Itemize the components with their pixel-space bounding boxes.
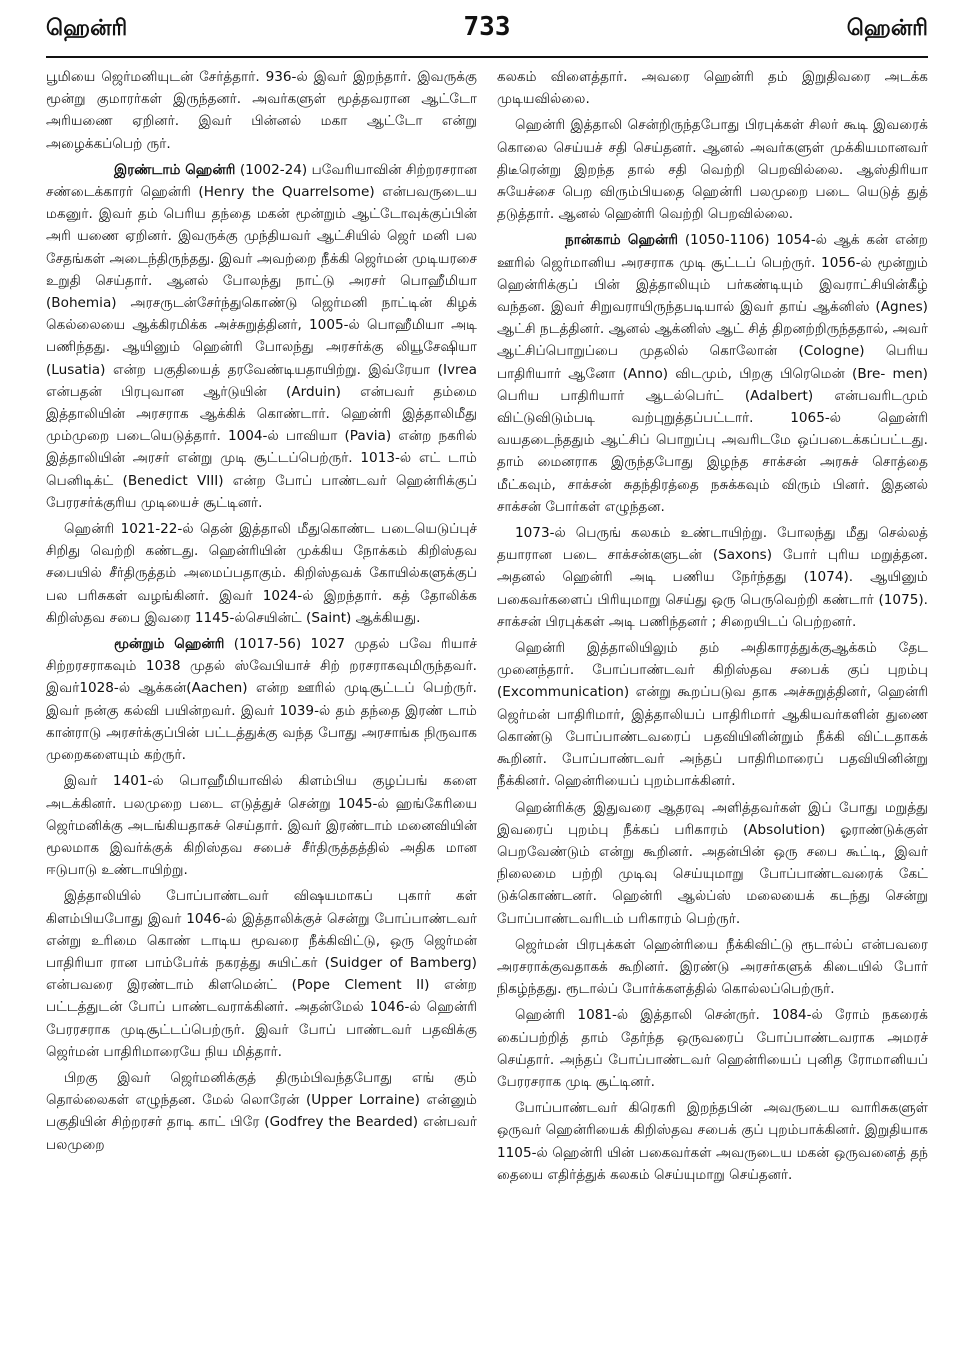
- left-column: [46, 66, 477, 1356]
- right-paragraph: [497, 522, 928, 633]
- paragraph-text: ஹென்ரி இத்தாலியிலும் தம் அதிகாரத்துக்குஆக்கம் தேட முனைந்தார். போப்பாண்டவர் கிறிஸ்தவ சபைக் குப் புறம்பு (Excommunication) என்று கூறப்படுவ தாக அச்சுறுத்தினர், ஹென்ரி ஜெர்மன் பாதிரிமார், இத்தாலியப் பாதிரிமார் ஆகியவர்களின் துணை கொண்டு போப்பாண்டவரைப் பதவியினின்றும் நீக்கி விட்டதாகக் கூறினர். போப்பாண்டவர் அந்தப் பாதிரிமாரைப் பதவியினின்று நீக்கினர். ஹென்ரியைப் புறம்பாக்கினர்.: [497, 640, 928, 790]
- paragraph-text: ஹென்ரி இத்தாலி சென்றிருந்தபோது பிரபுக்கள் சிலர் கூடி இவரைக் கொலை செய்யச் சதி செய்தனர். ஆனல் அவர்களுள் முக்கியமானவர் திடீரென்று இறந்த தால் சதி வெற்றி பெறவில்லை. ஆஸ்திரியா சுயேச்சை பெற விரும்பியதை ஹென்ரி பலமுறை படை யெடுத் துத் தடுத்தார். ஆனல் ஹென்ரி வெற்றி பெறவில்லை.: [497, 117, 928, 223]
- paragraph-text: (1017-56) 1027 முதல் பவே ரியாச் சிற்றரசராகவும் 1038 முதல் ஸ்வேபியாச் சிற் றரசராகவுமிருந்தவர். இவர்1028-ல் ஆக்கன்(Aachen) என்ற ஊரில் முடிசூட்டப் பெற்ருர். இவர் நன்கு கல்வி பயின்றவர். இவர் 1039-ல் தம் தந்தை இரண் டாம் கான்ராடு அரசர்க்குப்பின் பட்டத்துக்கு வந்த போது அரசாங்க நிருவாக முறைகளையும் கற்ருர்.: [46, 636, 477, 764]
- right-paragraph: [497, 229, 928, 518]
- paragraph-text: இத்தாலியில் போப்பாண்டவர் விஷயமாகப் புகார் கள் கிளம்பியபோது இவர் 1046-ல் இத்தாலிக்குச் சென்று போப்பாண்டவர் என்று உரிமை கொண் டாடிய மூவரை நீக்கிவிட்டு, ஒரு ஜெர்மன் பாதிரியா ரான பாம்பேர்க் நகரத்து சுயிட்கர் (Suidger of Bamberg) என்பவரை இரண்டாம் கிளமென்ட் (Pope Clement II) என்ற பட்டத்துடன் போப் பாண்டவராக்கினர். அதன்மேல் 1046-ல் ஹென்ரி பேரரசராக முடிசூட்டப்பெற்ருர். இவர் போப் பாண்டவர் பதவிக்கு ஜெர்மன் பாதிரிமாரையே நிய மித்தார்.: [46, 888, 477, 1060]
- paragraph-text: இவர் 1401-ல் பொஹீமியாவில் கிளம்பிய குழப்பங் களை அடக்கினர். பலமுறை படை எடுத்துச் சென்று 1045-ல் ஹங்கேரியை ஜெர்மனிக்கு அடங்கியதாகச் செய்தார். இவர் இரண்டாம் மனைவியின் மூலமாக இவர்க்குக் கிறிஸ்தவ சபைச் சீர்திருத்தத்தில் அதிக மான ஈடுபாடு உண்டாயிற்று.: [46, 773, 477, 879]
- right-paragraph: [497, 637, 928, 792]
- right-paragraph: [497, 1097, 928, 1186]
- paragraph-text: ஹென்ரி 1021-22-ல் தென் இத்தாலி மீதுகொண்ட படையெடுப்புச் சிறிது வெற்றி கண்டது. ஹென்ரியின் முக்கிய நோக்கம் கிறிஸ்தவ சபையில் சீர்திருத்தம் அமைப்பதாகும். கிறிஸ்தவக் கோயில்களுக்குப் பல பரிசுகள் வழங்கினர். இவர் 1024-ல் இறந்தார். கத் தோலிக்க கிறிஸ்தவ சபை இவரை 1145-ல்செயின்ட் (Saint) ஆக்கியது.: [46, 521, 477, 626]
- left-paragraph: [46, 633, 477, 766]
- paragraph-text: ஜெர்மன் பிரபுக்கள் ஹென்ரியை நீக்கிவிட்டு ரூடால்ப் என்பவரை அரசராக்குவதாகக் கூறினர். இரண்டு அரசர்களுக் கிடையில் போர் நிகழ்ந்தது. ரூடால்ப் போர்க்களத்தில் கொல்லப்பெற்ருர்.: [497, 936, 928, 998]
- left-paragraph: [46, 770, 477, 881]
- entry-heading: நான்காம் ஹென்ரி: [565, 232, 679, 249]
- paragraph-text: (1050-1106) 1054-ல் ஆக் கன் என்ற ஊரில் ஜெர்மானிய அரசராக முடி சூட்டப் பெற்ருர். 1056-ல் மூன்றும் ஹென்ரிக்குப் பின் இத்தாலியும் பர்கண்டியும் இவராட்சியின்கீழ் வந்தன. இவர் சிறுவராயிருந்தபடியால் இவர் தாய் ஆக்னிஸ் (Agnes) ஆட்சி நடத்தினர். ஆனல் ஆக்னிஸ் ஆட் சித் திறனற்றிருந்ததால், அவர் ஆட்சிப்பொறுப்பை முதலில் கொலோன் (Cologne) பெரிய பாதிரியார் ஆனோ (Anno) விடமும், பிறகு பிரெமென் (Bre- men) பெரிய பாதிரியார் ஆடல்பெர்ட் (Adalbert) என்பவரிடமும் விட்டுவிடும்படி வற்புறுத்தப்பட்டார். 1065-ல் ஹென்ரி வயதடைந்ததும் ஆட்சிப் பொறுப்பு அவரிடமே ஒப்படைக்கப்பட்டது. தாம் மைனராக இருந்தபோது இழந்த சாக்சன் அரசுச் சொத்தை மீட்கவும், சாக்சன் சுதந்திரத்தை நசுக்கவும் விரும் பினர். இதனல் சாக்சன் போர்கள் எழுந்தன.: [497, 232, 928, 515]
- right-paragraph: [497, 66, 928, 110]
- left-paragraph: [46, 159, 477, 514]
- entry-heading: மூன்றும் ஹென்ரி: [114, 636, 225, 653]
- left-paragraph: [46, 885, 477, 1063]
- right-paragraph: [497, 114, 928, 225]
- paragraph-text: ஹென்ரிக்கு இதுவரை ஆதரவு அளித்தவர்கள் இப் போது மறுத்து இவரைப் புறம்பு நீக்கப் பரிகாரம் (Absolution) ஓராண்டுக்குள் பெறவேண்டும் என்று கூறினர். அதன்பின் ஒரு சபை கூட்டி, இவர் நிலைமை பற்றி முடிவு செய்யுமாறு போப்பாண்டவரைக் கேட் டுக்கொண்டனர். ஹென்ரி ஆல்ப்ஸ் மலையைக் கடந்து சென்று போப்பாண்டவரிடம் பரிகாரம் பெற்ருர்.: [497, 799, 928, 927]
- page-header: [46, 10, 928, 58]
- paragraph-text: பூமியை ஜெர்மனியுடன் சேர்த்தார். 936-ல் இவர் இறந்தார். இவருக்கு மூன்று குமாரர்கள் இருந்தனர். அவர்களுள் மூத்தவரான ஆட்டோ அரியணை ஏறினர். இவர் பின்னல் மகா ஆட்டோ என்று அழைக்கப்பெற் ருர்.: [46, 69, 477, 152]
- running-head-right: ஹென்ரி: [846, 16, 928, 41]
- paragraph-text: போப்பாண்டவர் கிரெகரி இறந்தபின் அவருடைய வாரிசுகளுள் ஒருவர் ஹென்ரியைக் கிறிஸ்தவ சபைக் குப் புறம்பாக்கினர். இறுதியாக 1105-ல் ஹென்ரி யின் பகைவர்கள் அவருடைய மகன் ஒருவனைத் தந் தையை எதிர்த்துக் கலகம் செய்யுமாறு செய்தனர்.: [497, 1100, 928, 1183]
- right-paragraph: [497, 797, 928, 930]
- paragraph-text: (1002-24) பவேரியாவின் சிற்றரசரான சண்டைக்காரர் ஹென்ரி (Henry the Quarrelsome) என்பவருடைய மகனுர். இவர் தம் பெரிய தந்தை மகன் மூன்றும் ஆட்டோவுக்குப்பின் அரி யணை ஏறினர். இவருக்கு முந்தியவர் ஆட்சியில் ஜெர் மனி பல சேதங்கள் அடைந்திருந்தது. இவர் அவற்றை நீக்கி ஜெர்மன் முடியரசை உறுதி செய்தார். ஆனல் போலந்து நாட்டு அரசர் பொஹீமியா (Bohemia) அரசருடன்சேர்ந்துகொண்டு ஜெர்மனி நாட்டின் கிழக் கெல்லையை ஆக்கிரமிக்க அச்சுறுத்தினர், 1005-ல் பொஹீமியா அடி பணிந்தது. ஆயினும் ஹென்ரி போலந்து அரசர்க்கு லியூசேஷியா (Lusatia) என்ற பகுதியைத் தரவேண்டியதாயிற்று. இவ்ரேயா (Ivrea என்பதன் பிரபுவான ஆர்டுயின் (Arduin) என்பவர் தம்மை இத்தாலியின் அரசராக ஆக்கிக் கொண்டார். ஹென்ரி இத்தாலிமீது மும்முறை படையெடுத்தார். 1004-ல் பாவியா (Pavia) என்ற நகரில் இத்தாலியின் அரசர் என்று முடி சூட்டப்பெற்ருர். 1013-ல் எட் டாம் பெனிடிக்ட் (Benedict VIII) என்ற போப் பாண்டவர் ஹென்ரிக்குப் பேரரசர்க்குரிய முடியைச் சூட்டினர்.: [46, 161, 477, 511]
- left-paragraph: [46, 1067, 477, 1156]
- running-head-left: ஹென்ரி: [46, 16, 128, 41]
- right-paragraph: [497, 934, 928, 1001]
- right-column: [497, 66, 928, 1356]
- entry-heading: இரண்டாம் ஹென்ரி: [114, 161, 236, 178]
- text-columns: [46, 66, 928, 1356]
- left-paragraph: [46, 518, 477, 629]
- paragraph-text: 1073-ல் பெருங் கலகம் உண்டாயிற்று. போலந்து மீது செல்லத் தயாரான படை சாக்சன்களுடன் (Saxons) போர் புரிய மறுத்தன. அதனல் ஹென்ரி அடி பணிய நேர்ந்தது (1074). ஆயினும் பகைவர்களைப் பிரியுமாறு செய்து ஒரு பெருவெற்றி கண்டார் (1075). சாக்சன் பிரபுக்கள் அடி பணிந்தனர் ; சிறையிடப் பெற்றனர்.: [497, 525, 928, 630]
- paragraph-text: கலகம் விளைத்தார். அவரை ஹென்ரி தம் இறுதிவரை அடக்க முடியவில்லை.: [497, 69, 928, 108]
- left-paragraph: [46, 66, 477, 155]
- page-number: 733: [463, 12, 511, 42]
- paragraph-text: ஹென்ரி 1081-ல் இத்தாலி சென்ருர். 1084-ல் ரோம் நகரைக் கைப்பற்றித் தாம் தேர்ந்த ஒருவரைப் போப்பாண்டவராக அமரச் செய்தார். அந்தப் போப்பாண்டவர் ஹென்ரியைப் புனித ரோமானியப் பேரரசராக முடி சூட்டினர்.: [497, 1007, 928, 1090]
- paragraph-text: பிறகு இவர் ஜெர்மனிக்குத் திரும்பிவந்தபோது எங் கும் தொல்லைகள் எழுந்தன. மேல் லொரேன் (Upper Lorraine) என்னும் பகுதியின் சிற்றரசர் தாடி காட் பிரே (Godfrey the Bearded) என்பவர் பலமுறை: [46, 1069, 477, 1153]
- right-paragraph: [497, 1004, 928, 1093]
